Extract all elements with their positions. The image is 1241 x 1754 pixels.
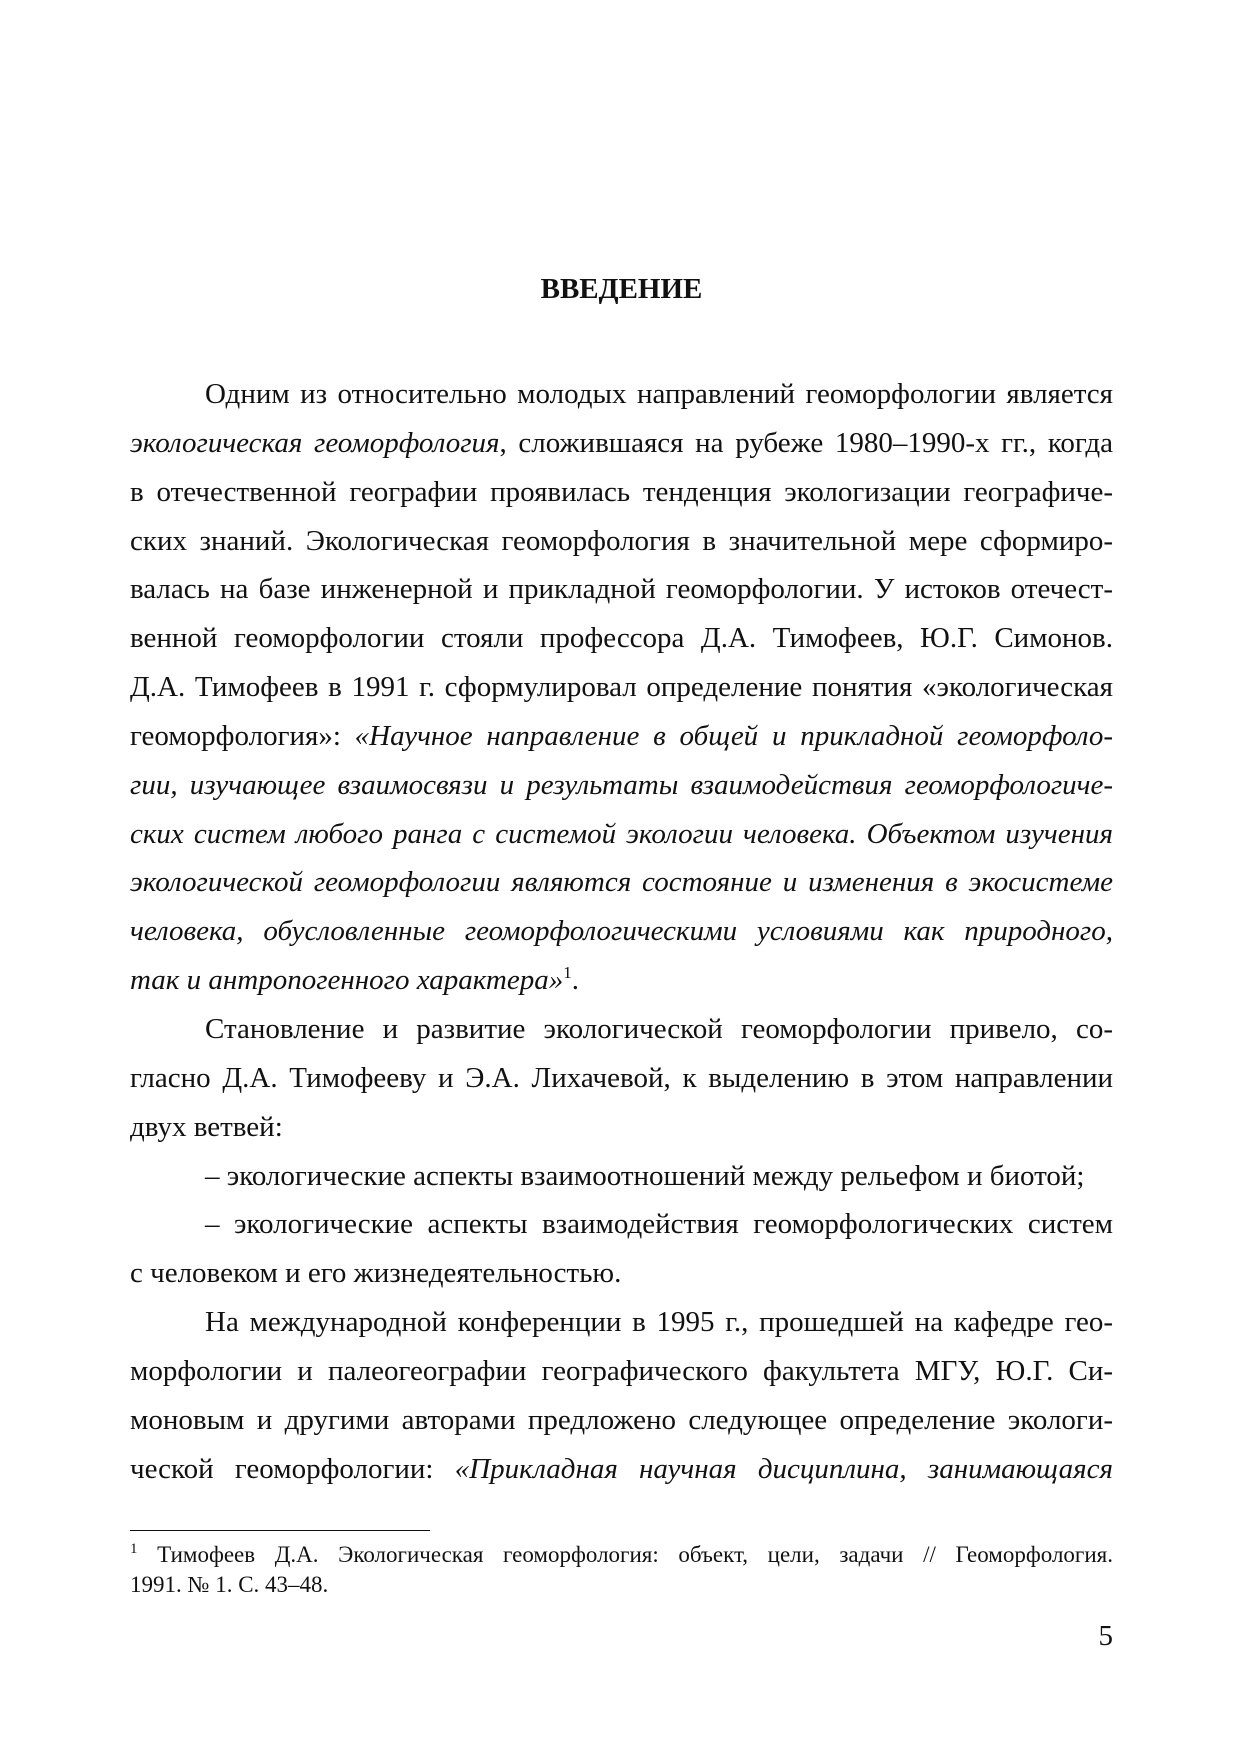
text-span: Д.А. Тимофеев в 1991 г. сформулировал определение понятия «экологическая [130, 671, 1113, 704]
text-span: . [571, 964, 579, 997]
text-line [130, 419, 1113, 468]
text-line [130, 712, 1113, 761]
section-title: ВВЕДЕНИЕ [540, 273, 703, 305]
text-line [130, 956, 1113, 1005]
text-line [130, 1103, 1113, 1152]
text-line [130, 1249, 1113, 1298]
text-line [130, 1396, 1113, 1445]
page-number: 5 [1098, 1620, 1113, 1652]
paragraph [130, 1005, 1113, 1152]
italic-text: экологической геоморфологии являются состояние и изменения в экосистеме [130, 866, 1113, 899]
text-span: двух ветвей: [130, 1110, 283, 1143]
text-span: венной геоморфологии стояли профессора Д.А. Тимофеев, Ю.Г. Симонов. [130, 622, 1113, 655]
footnote-line: 1991. № 1. С. 43–48. [130, 1572, 329, 1597]
text-line [130, 614, 1113, 663]
italic-text: человека, обусловленные геоморфологическими условиями как природного, [130, 915, 1113, 948]
italic-text: экологическая геоморфология [130, 426, 500, 459]
text-line [130, 1152, 1113, 1201]
text-span: моновым и другими авторами предложено следующее определение экологи- [130, 1403, 1113, 1436]
paragraph [130, 370, 1113, 1005]
body-text [130, 370, 1113, 1493]
text-span: в отечественной географии проявилась тенденция экологизации географиче- [130, 475, 1113, 508]
footnote [130, 1540, 1113, 1600]
footnote-marker: 1 [130, 1541, 138, 1557]
footnote-reference: 1 [563, 963, 572, 983]
text-line [130, 810, 1113, 859]
text-line [130, 565, 1113, 614]
text-span: , сложившаяся на рубеже 1980–1990-х гг., когда [499, 426, 1114, 459]
paragraph [130, 1200, 1113, 1298]
paragraph [130, 1298, 1113, 1493]
paragraph [130, 1152, 1113, 1201]
text-line [130, 907, 1113, 956]
text-line [130, 1005, 1113, 1054]
text-line [130, 1445, 1113, 1494]
footnote-line [130, 1540, 1113, 1570]
text-span: – экологические аспекты взаимоотношений между рельефом и биотой; [205, 1159, 1085, 1192]
text-line [130, 1298, 1113, 1347]
text-span: ческой геоморфологии: [130, 1452, 455, 1485]
text-line [130, 858, 1113, 907]
text-line [130, 663, 1113, 712]
text-line [130, 761, 1113, 810]
text-line [130, 1200, 1113, 1249]
text-span: Становление и развитие экологической геоморфологии привело, со- [205, 1012, 1113, 1045]
text-span: – экологические аспекты взаимодействия геоморфологических систем [205, 1208, 1113, 1241]
footnote-text: Тимофеев Д.А. Экологическая геоморфология: объект, цели, задачи // Геоморфология. [137, 1542, 1113, 1567]
text-span: морфологии и палеогеографии географического факультета МГУ, Ю.Г. Си- [130, 1354, 1113, 1387]
text-span: гласно Д.А. Тимофееву и Э.А. Лихачевой, к выделению в этом направлении [130, 1061, 1113, 1094]
footnote-separator [130, 1530, 430, 1531]
text-line [130, 370, 1113, 419]
text-line [130, 1054, 1113, 1103]
text-span: валась на базе инженерной и прикладной геоморфологии. У истоков отечест- [130, 573, 1113, 606]
text-span: геоморфология»: [130, 719, 355, 752]
text-span: На международной конференции в 1995 г., прошедшей на кафедре гео- [205, 1306, 1113, 1339]
italic-text: так и антропогенного характера» [130, 964, 564, 997]
text-line [130, 468, 1113, 517]
text-span: ских знаний. Экологическая геоморфология в значительной мере сформиро- [130, 524, 1113, 557]
italic-text: гии, изучающее взаимосвязи и результаты взаимодействия геоморфологиче- [130, 768, 1113, 801]
text-span: Одним из относительно молодых направлений геоморфологии является [205, 378, 1113, 410]
text-line [130, 1347, 1113, 1396]
text-line [130, 517, 1113, 566]
text-span: с человеком и его жизнедеятельностью. [130, 1257, 622, 1290]
italic-text: ских систем любого ранга с системой экологии человека. Объектом изучения [130, 817, 1113, 850]
italic-text: «Научное направление в общей и прикладной геоморфоло- [354, 719, 1114, 752]
italic-text: «Прикладная научная дисциплина, занимающаяся [454, 1452, 1113, 1485]
